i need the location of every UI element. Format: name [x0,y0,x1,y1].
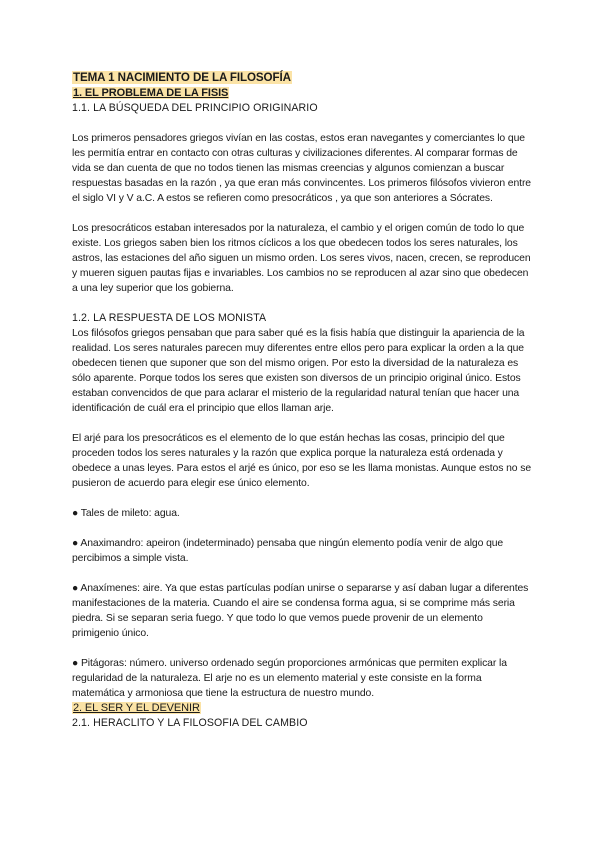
bullet-anaximandro: ● Anaximandro: apeiron (indeterminado) pensaba que ningún elemento podía venir de algo que percibimos a simple vista. [72,538,504,564]
section-1-heading-text: 1. EL PROBLEMA DE LA FISIS [73,87,229,99]
subsection-1-1-heading: 1.1. LA BÚSQUEDA DEL PRINCIPIO ORIGINARIO [72,102,318,114]
document-title [72,70,532,86]
title-text: TEMA 1 NACIMIENTO DE LA FILOSOFÍA [73,71,291,84]
section-2-heading-text: 2. EL SER Y EL DEVENIR [73,702,200,714]
paragraph-4: El arjé para los presocráticos es el elemento de lo que están hechas las cosas, principio del que proceden todos los seres naturales y la razón que explica porque la naturaleza está ordenada y obedece a unas leyes. Para estos el arjé es único, por eso se les llama monistas. Aunque estos no se pusieron de acuerdo para elegir ese único elemento. [72,433,532,489]
section-1-heading [72,86,532,101]
paragraph-3: Los filósofos griegos pensaban que para saber qué es la fisis había que distinguir la apariencia de la realidad. Los seres naturales parecen muy diferentes entre ellos pero para explicar la orden a la que obedecen tienen que suponer que son del mismo origen. Por esto la diversidad de la naturaleza es sólo aparente. Porque todos los seres que existen son diversos de un principio original único. Estos estaban convencidos de que para aclarar el misterio de la regularidad natural tenían que hacer una identificación de cuál era el principio que ellos llaman arje. [72,328,525,414]
bullet-pitagoras: ● Pitágoras: número. universo ordenado según proporciones armónicas que permiten explicar la regularidad de la naturaleza. El arje no es un elemento material y este consiste en la forma matemática y armoniosa que tiene la estructura de nuestro mundo. [72,658,507,699]
subsection-1-2-heading: 1.2. LA RESPUESTA DE LOS MONISTA [72,312,267,324]
bullet-anaximenes: ● Anaxímenes: aire. Ya que estas partículas podían unirse o separarse y así daban lugar a diferentes manifestaciones de la materia. Cuando el aire se condensa forma agua, si se comprime más seria piedra. Si se separan seria fuego. Y que todo lo que vemos puede provenir de un elemento primigenio único. [72,583,529,639]
paragraph-1: Los primeros pensadores griegos vivían en las costas, estos eran navegantes y comerciantes lo que les permitía entrar en contacto con otras culturas y civilizaciones diferentes. Al comparar formas de vida se dan cuenta de que no todos tienen las mismas creencias y algunos comienzan a buscar respuestas basadas en la razón , ya que eran más convincentes. Los primeros filósofos vivieron entre el siglo VI y V a.C. A estos se refieren como presocráticos , ya que son anteriores a Sócrates. [72,133,531,204]
section-2-heading [72,701,532,716]
subsection-2-1-heading: 2.1. HERACLITO Y LA FILOSOFIA DEL CAMBIO [72,717,308,729]
document-page [72,70,532,731]
paragraph-2: Los presocráticos estaban interesados por la naturaleza, el cambio y el origen común de todo lo que existe. Los griegos saben bien los ritmos cíclicos a los que obedecen todos los seres naturales, los astros, las estaciones del año siguen un mismo orden. Los seres vivos, nacen, crecen, se reproducen y mueren siguen pautas fijas e invariables. Los cambios no se reproducen al azar sino que obedecen a una ley superior que los gobierna. [72,223,531,294]
bullet-tales: ● Tales de mileto: agua. [72,508,180,519]
